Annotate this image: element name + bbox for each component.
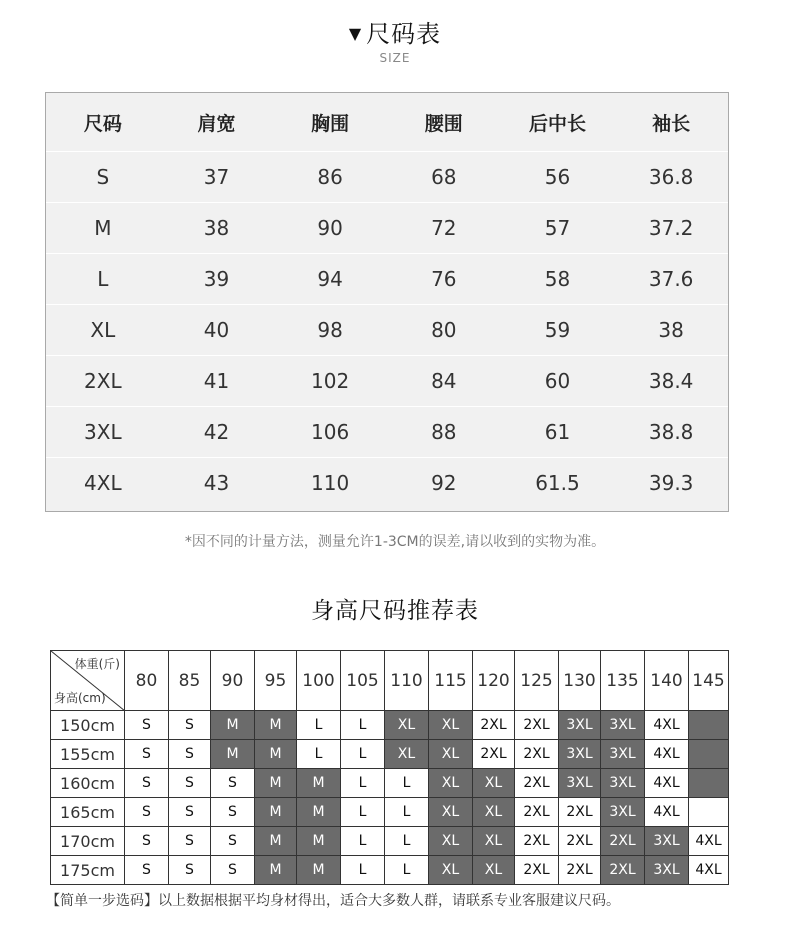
column-header: 袖长 (652, 112, 691, 135)
size-cell: S (211, 856, 255, 885)
weight-header: 85 (169, 651, 211, 711)
column-header: 腰围 (424, 112, 463, 135)
size-cell: S (169, 827, 211, 856)
size-chart-subtitle: SIZE (379, 51, 411, 65)
size-cell: 4XL (645, 769, 689, 798)
size-cell: S (211, 769, 255, 798)
size-cell: 2XL (515, 798, 559, 827)
table-cell: 3XL (46, 407, 160, 458)
table-cell: 90 (273, 203, 387, 254)
weight-header: 140 (645, 651, 689, 711)
size-cell: 3XL (601, 798, 645, 827)
size-cell: L (341, 827, 385, 856)
size-cell: 3XL (559, 769, 601, 798)
table-cell: 76 (387, 254, 501, 305)
size-cell: L (341, 740, 385, 769)
footer-note: 【简单一步选码】以上数据根据平均身材得出，适合大多数人群，请联系专业客服建议尺码。 (46, 893, 620, 909)
size-cell: S (125, 856, 169, 885)
size-cell (689, 769, 729, 798)
size-cell: 4XL (689, 827, 729, 856)
size-chart-body (46, 152, 728, 509)
table-cell: L (46, 254, 160, 305)
size-cell: 2XL (515, 711, 559, 740)
size-cell: 2XL (559, 827, 601, 856)
height-header: 170cm (51, 827, 125, 856)
size-cell: 2XL (515, 740, 559, 769)
table-cell: 4XL (46, 458, 160, 509)
table-cell: 38 (614, 305, 728, 356)
size-cell (689, 711, 729, 740)
recommendation-title: 身高尺码推荐表 (311, 598, 479, 624)
size-cell: XL (473, 827, 515, 856)
size-cell: L (341, 856, 385, 885)
table-cell: S (46, 152, 160, 203)
size-cell: XL (429, 711, 473, 740)
weight-header: 120 (473, 651, 515, 711)
column-header: 胸围 (311, 112, 350, 135)
size-cell: 2XL (473, 711, 515, 740)
corner-weight-label: 体重(斤) (74, 657, 120, 671)
size-cell: M (255, 827, 297, 856)
size-cell: 2XL (559, 856, 601, 885)
size-cell: L (341, 769, 385, 798)
size-cell: L (385, 769, 429, 798)
table-cell: 2XL (46, 356, 160, 407)
size-cell: 4XL (645, 740, 689, 769)
size-cell: 3XL (645, 856, 689, 885)
size-cell: 3XL (559, 740, 601, 769)
size-chart-panel (45, 92, 729, 512)
table-row (46, 458, 728, 509)
size-cell: L (297, 711, 341, 740)
table-cell: M (46, 203, 160, 254)
table-cell: 42 (160, 407, 274, 458)
table-cell: 39.3 (614, 458, 728, 509)
table-corner-cell (51, 651, 125, 711)
size-cell: M (297, 856, 341, 885)
size-cell: S (125, 769, 169, 798)
table-cell: 36.8 (614, 152, 728, 203)
table-cell: 106 (273, 407, 387, 458)
size-cell: S (169, 798, 211, 827)
size-cell: XL (429, 827, 473, 856)
table-cell: 37.2 (614, 203, 728, 254)
size-cell: 2XL (515, 856, 559, 885)
size-cell: 2XL (601, 856, 645, 885)
table-cell: 60 (501, 356, 615, 407)
size-chart-header-row (46, 93, 728, 152)
table-cell: 61 (501, 407, 615, 458)
size-cell: M (211, 740, 255, 769)
size-cell: M (255, 711, 297, 740)
size-cell: 3XL (559, 711, 601, 740)
size-cell: 4XL (645, 711, 689, 740)
size-cell: 3XL (601, 769, 645, 798)
table-row (51, 856, 729, 885)
table-row (51, 798, 729, 827)
table-cell: 37 (160, 152, 274, 203)
size-cell: M (297, 798, 341, 827)
weight-header: 105 (341, 651, 385, 711)
size-cell (689, 740, 729, 769)
recommendation-table-wrap (50, 650, 729, 885)
weight-header: 135 (601, 651, 645, 711)
height-header: 175cm (51, 856, 125, 885)
table-cell: XL (46, 305, 160, 356)
corner-height-label: 身高(cm) (54, 691, 106, 705)
weight-header: 80 (125, 651, 169, 711)
recommendation-body (51, 711, 729, 885)
table-row (46, 305, 728, 356)
size-cell: 2XL (515, 769, 559, 798)
size-cell: 2XL (515, 827, 559, 856)
table-cell: 61.5 (501, 458, 615, 509)
size-cell: XL (429, 769, 473, 798)
table-cell: 68 (387, 152, 501, 203)
size-cell: L (385, 856, 429, 885)
table-cell: 37.6 (614, 254, 728, 305)
triangle-down-icon: ▼ (348, 24, 363, 43)
size-chart-title-text: 尺码表 (366, 20, 442, 48)
weight-header: 95 (255, 651, 297, 711)
size-cell: M (255, 798, 297, 827)
table-cell: 72 (387, 203, 501, 254)
size-cell: M (211, 711, 255, 740)
size-cell: L (297, 740, 341, 769)
size-cell: 4XL (689, 856, 729, 885)
table-row (51, 769, 729, 798)
size-cell: L (341, 798, 385, 827)
table-cell: 94 (273, 254, 387, 305)
weight-header: 145 (689, 651, 729, 711)
table-cell: 92 (387, 458, 501, 509)
weight-header: 125 (515, 651, 559, 711)
weight-header: 110 (385, 651, 429, 711)
height-header: 160cm (51, 769, 125, 798)
table-cell: 41 (160, 356, 274, 407)
weight-header: 115 (429, 651, 473, 711)
height-header: 150cm (51, 711, 125, 740)
table-row (51, 740, 729, 769)
column-header: 后中长 (528, 112, 586, 135)
size-cell: XL (429, 798, 473, 827)
size-cell: XL (473, 769, 515, 798)
table-cell: 98 (273, 305, 387, 356)
table-cell: 39 (160, 254, 274, 305)
size-chart-header (0, 14, 790, 65)
height-header: 155cm (51, 740, 125, 769)
table-cell: 88 (387, 407, 501, 458)
size-cell: S (125, 798, 169, 827)
size-cell: XL (473, 798, 515, 827)
size-chart-title (0, 14, 790, 49)
weight-header: 100 (297, 651, 341, 711)
table-row (46, 152, 728, 203)
size-cell: 2XL (559, 798, 601, 827)
size-cell: XL (473, 856, 515, 885)
table-cell: 57 (501, 203, 615, 254)
size-cell: 3XL (645, 827, 689, 856)
size-cell: S (125, 740, 169, 769)
table-cell: 110 (273, 458, 387, 509)
column-header: 尺码 (83, 112, 122, 135)
size-cell: S (169, 711, 211, 740)
size-cell: S (211, 798, 255, 827)
table-cell: 102 (273, 356, 387, 407)
size-cell: S (169, 769, 211, 798)
table-cell: 40 (160, 305, 274, 356)
table-row (51, 711, 729, 740)
table-cell: 80 (387, 305, 501, 356)
size-cell: M (297, 769, 341, 798)
table-cell: 38.4 (614, 356, 728, 407)
size-cell: L (341, 711, 385, 740)
table-row (51, 827, 729, 856)
size-cell: XL (385, 740, 429, 769)
size-cell: 2XL (473, 740, 515, 769)
table-row (46, 254, 728, 305)
size-cell: 2XL (601, 827, 645, 856)
size-cell: S (125, 711, 169, 740)
table-cell: 43 (160, 458, 274, 509)
table-row (46, 203, 728, 254)
size-cell: M (255, 856, 297, 885)
size-cell: M (255, 740, 297, 769)
size-cell: 3XL (601, 711, 645, 740)
size-cell: L (385, 827, 429, 856)
table-cell: 84 (387, 356, 501, 407)
weight-header: 90 (211, 651, 255, 711)
size-cell: S (169, 740, 211, 769)
size-cell (689, 798, 729, 827)
table-cell: 58 (501, 254, 615, 305)
size-cell: XL (429, 856, 473, 885)
size-chart-table (46, 93, 728, 508)
table-cell: 38 (160, 203, 274, 254)
size-cell: S (169, 856, 211, 885)
size-cell: XL (385, 711, 429, 740)
table-cell: 56 (501, 152, 615, 203)
table-cell: 38.8 (614, 407, 728, 458)
size-cell: S (211, 827, 255, 856)
table-row (46, 356, 728, 407)
size-cell: 3XL (601, 740, 645, 769)
weight-header: 130 (559, 651, 601, 711)
column-header: 肩宽 (197, 112, 236, 135)
table-cell: 86 (273, 152, 387, 203)
size-cell: 4XL (645, 798, 689, 827)
size-cell: M (297, 827, 341, 856)
size-cell: S (125, 827, 169, 856)
table-row (46, 407, 728, 458)
size-cell: L (385, 798, 429, 827)
measurement-note: *因不同的计量方法，测量允许1-3CM的误差,请以收到的实物为准。 (184, 534, 606, 550)
size-cell: M (255, 769, 297, 798)
table-cell: 59 (501, 305, 615, 356)
recommendation-header-row (51, 651, 729, 711)
size-cell: XL (429, 740, 473, 769)
recommendation-table (50, 650, 729, 885)
height-header: 165cm (51, 798, 125, 827)
